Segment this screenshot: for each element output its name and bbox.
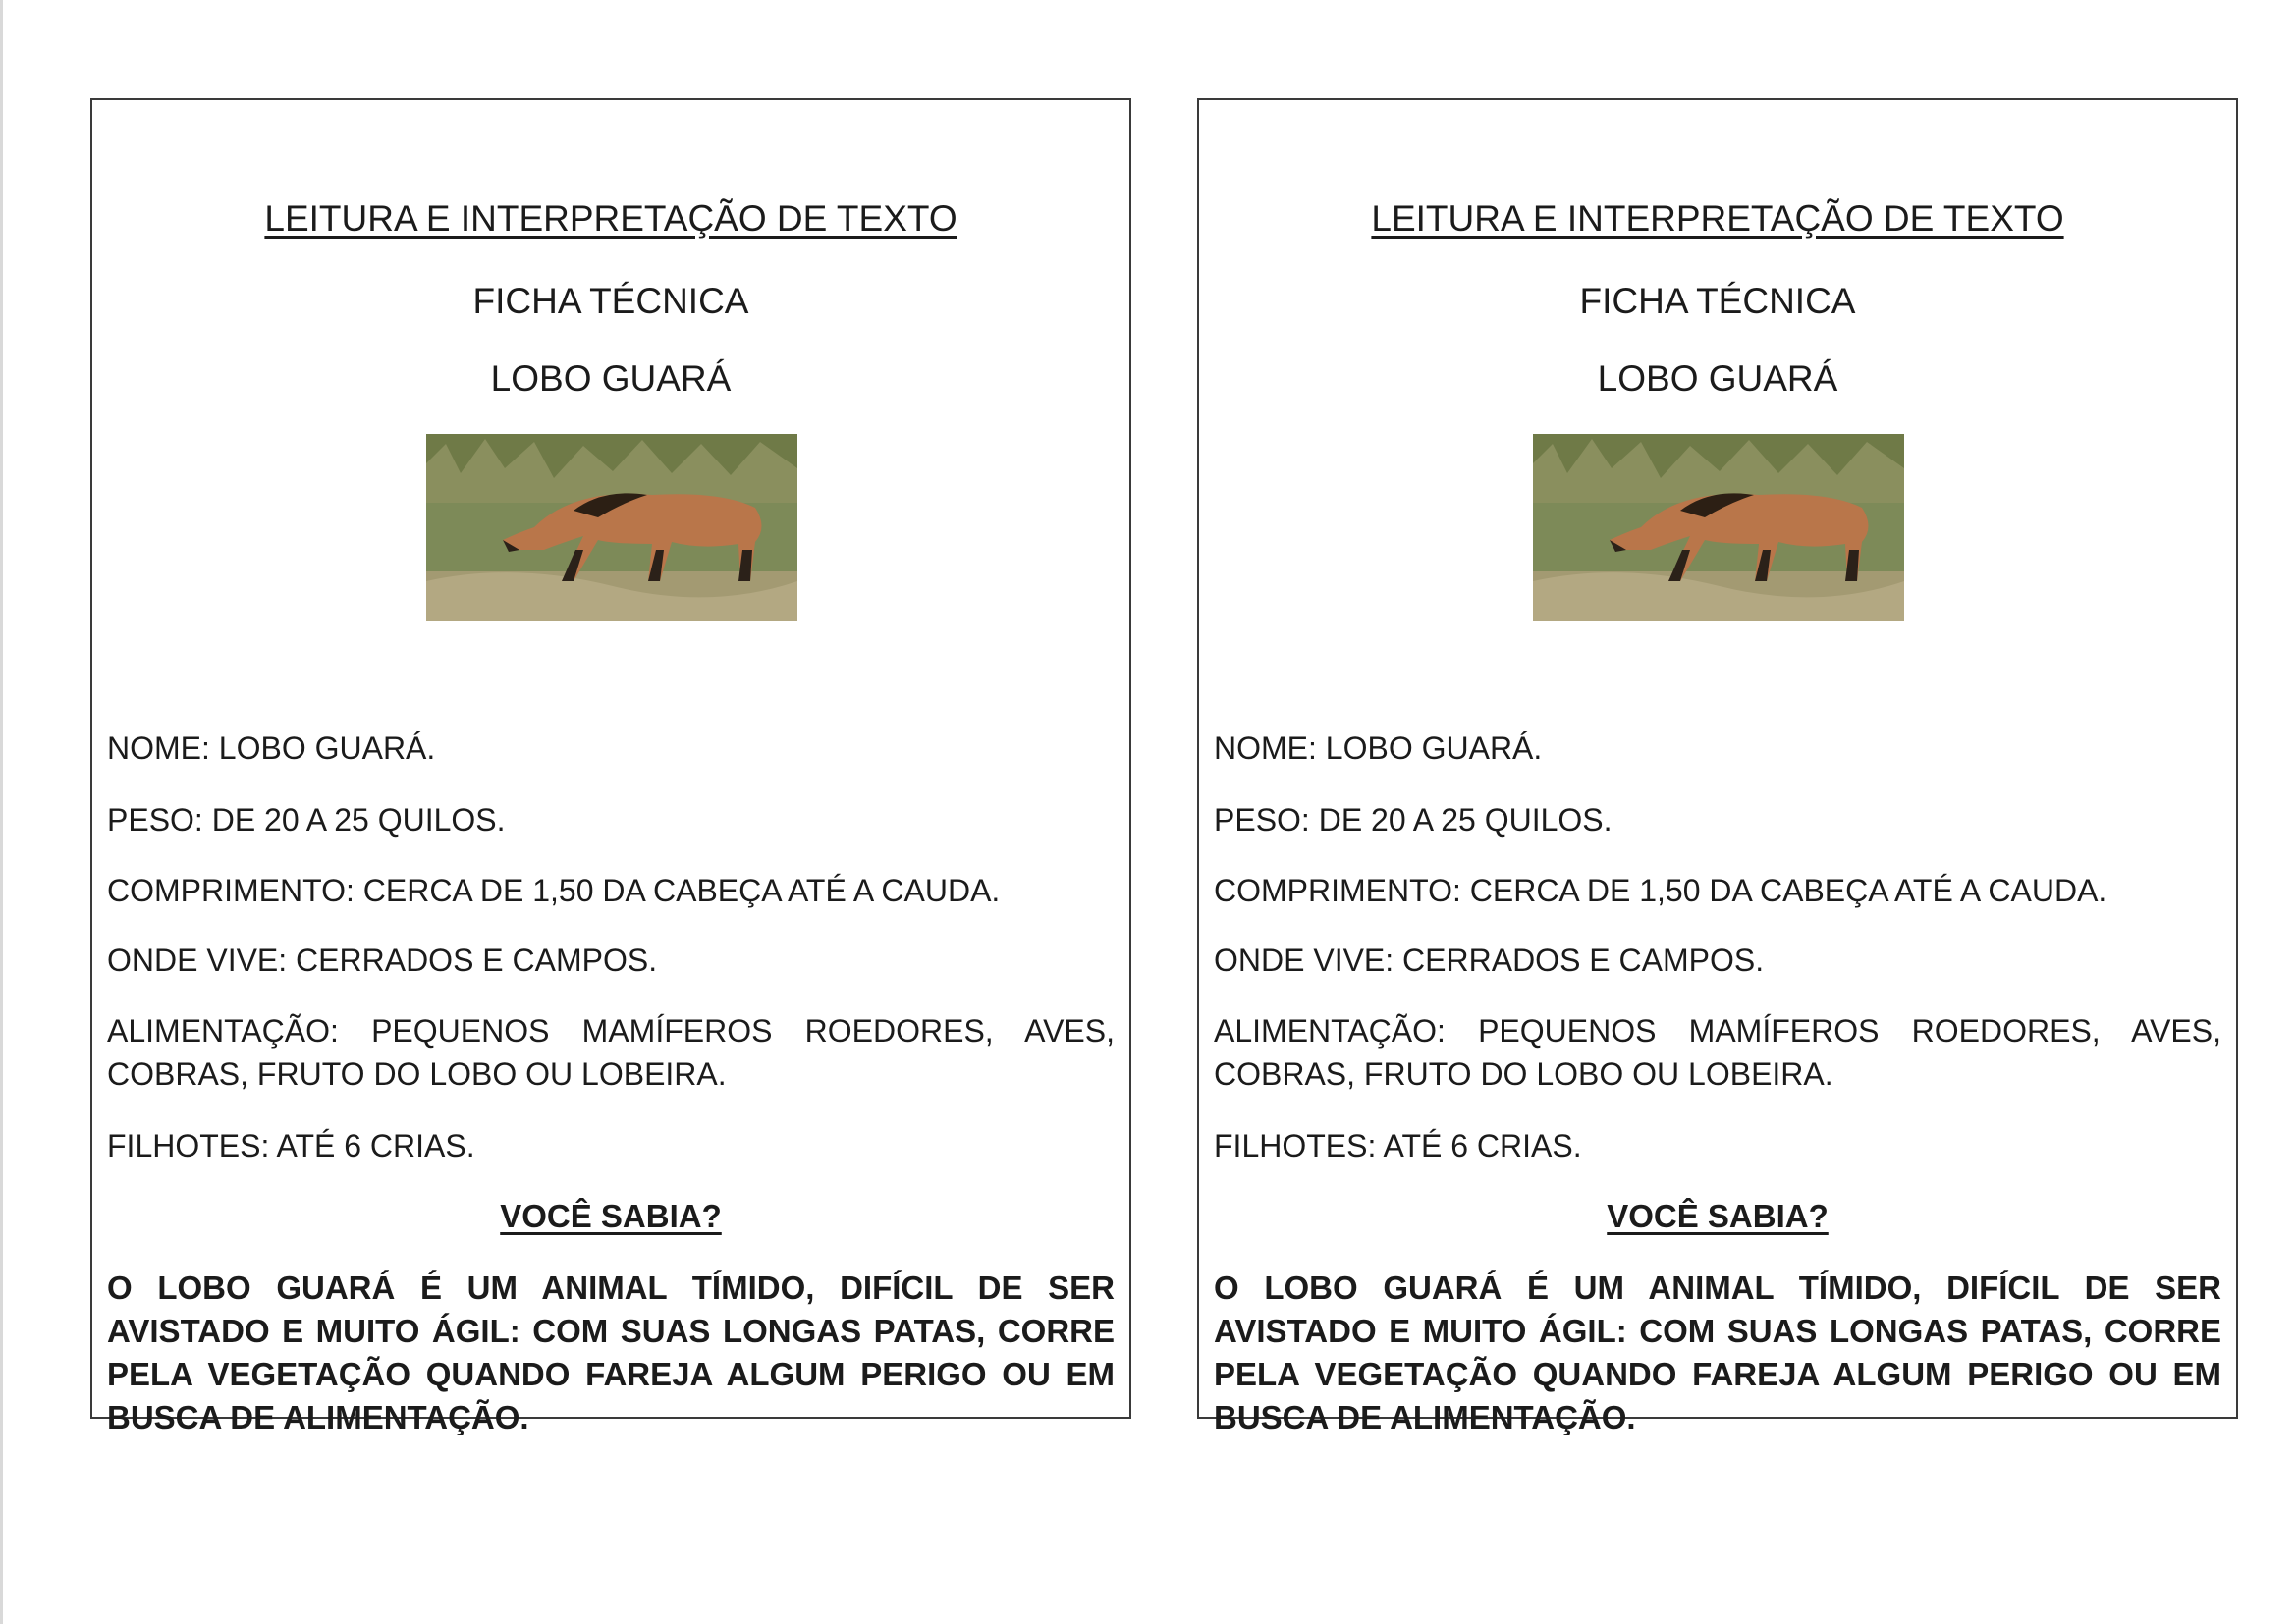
fact-onde-vive: ONDE VIVE: CERRADOS E CAMPOS. <box>107 943 658 978</box>
fact-nome: NOME: LOBO GUARÁ. <box>1214 731 1543 766</box>
fact-peso: PESO: DE 20 A 25 QUILOS. <box>107 802 506 838</box>
fact-alimentacao: ALIMENTAÇÃO: PEQUENOS MAMÍFEROS ROEDORES, AVES, COBRAS, FRUTO DO LOBO OU LOBEIRA. <box>1214 1013 2221 1092</box>
did-you-know-text: O LOBO GUARÁ É UM ANIMAL TÍMIDO, DIFÍCIL DE SER AVISTADO E MUITO ÁGIL: COM SUAS LONGAS PATAS, CORRE PELA VEGETAÇÃO QUANDO FAREJA ALGUM PERIGO OU EM BUSCA DE ALIMENTAÇÃO. <box>1214 1270 2221 1435</box>
card-subtitle: FICHA TÉCNICA <box>472 281 749 321</box>
fact-peso: PESO: DE 20 A 25 QUILOS. <box>1214 802 1613 838</box>
did-you-know-heading: VOCÊ SABIA? <box>1607 1198 1829 1234</box>
ficha-card-right <box>1197 98 2238 1435</box>
maned-wolf-photo <box>426 434 797 621</box>
ficha-card-left <box>90 98 1131 1435</box>
card-subtitle: FICHA TÉCNICA <box>1579 281 1856 321</box>
fact-filhotes: FILHOTES: ATÉ 6 CRIAS. <box>107 1128 475 1164</box>
did-you-know-heading: VOCÊ SABIA? <box>500 1198 722 1234</box>
animal-name-heading: LOBO GUARÁ <box>1597 358 1838 399</box>
maned-wolf-photo <box>1533 434 1904 621</box>
fact-onde-vive: ONDE VIVE: CERRADOS E CAMPOS. <box>1214 943 1765 978</box>
fact-filhotes: FILHOTES: ATÉ 6 CRIAS. <box>1214 1128 1582 1164</box>
scan-edge <box>0 0 3 1624</box>
card-title: LEITURA E INTERPRETAÇÃO DE TEXTO <box>1371 198 2064 239</box>
animal-name-heading: LOBO GUARÁ <box>490 358 732 399</box>
did-you-know-text: O LOBO GUARÁ É UM ANIMAL TÍMIDO, DIFÍCIL DE SER AVISTADO E MUITO ÁGIL: COM SUAS LONGAS PATAS, CORRE PELA VEGETAÇÃO QUANDO FAREJA ALGUM PERIGO OU EM BUSCA DE ALIMENTAÇÃO. <box>107 1270 1115 1435</box>
fact-comprimento: COMPRIMENTO: CERCA DE 1,50 DA CABEÇA ATÉ A CAUDA. <box>1214 873 2107 908</box>
fact-comprimento: COMPRIMENTO: CERCA DE 1,50 DA CABEÇA ATÉ A CAUDA. <box>107 873 1001 908</box>
card-title: LEITURA E INTERPRETAÇÃO DE TEXTO <box>264 198 957 239</box>
fact-alimentacao: ALIMENTAÇÃO: PEQUENOS MAMÍFEROS ROEDORES, AVES, COBRAS, FRUTO DO LOBO OU LOBEIRA. <box>107 1013 1115 1092</box>
fact-nome: NOME: LOBO GUARÁ. <box>107 731 436 766</box>
